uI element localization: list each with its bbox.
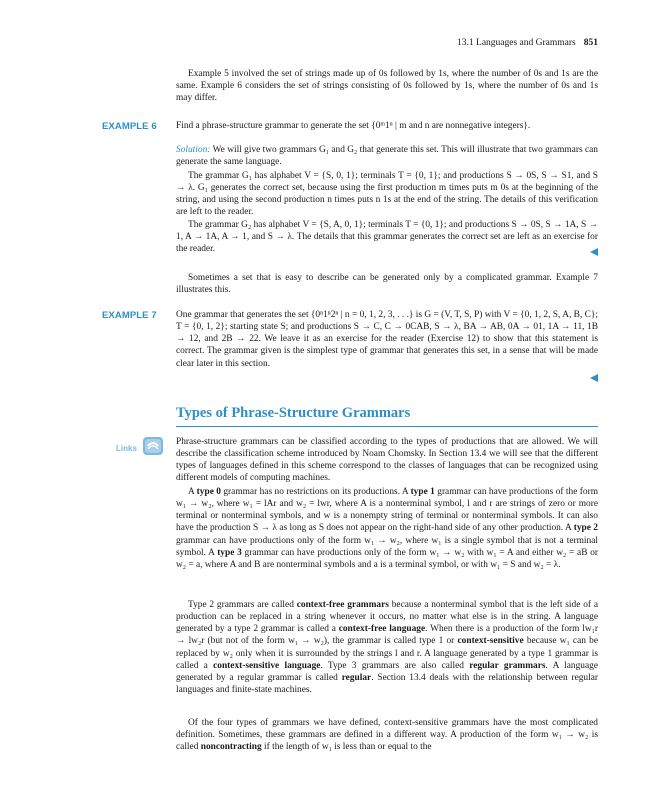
links-label: Links: [116, 444, 137, 453]
section-paragraph-2: [176, 486, 598, 571]
example-7-label: EXAMPLE 7: [102, 310, 157, 321]
text-run: . When there is a production of the form lw₁r → lw₂r (but not of the form w₁ → w₂), the grammar is called type 1 or: [176, 624, 598, 647]
text-run: if the length of w₁ is less than or equal to the: [261, 742, 432, 753]
solution-text: We will give two grammars G₁ and G₂ that generate this set. This will illustrate that two grammars can generate the same language.: [176, 145, 598, 168]
term-context-sensitive: context-sensitive: [457, 636, 524, 647]
section-title: Types of Phrase-Structure Grammars: [176, 405, 411, 421]
example-7-text: One grammar that generates the set {0ⁿ1ⁿ2ⁿ | n = 0, 1, 2, 3, . . .} is G = (V, T, S, P) with V = {0, 1, 2, S, A, B, C}; T = {0, 1, 2}; starting state S; and productions S → C, C → 0CAB, S → λ, BA → AB, 0A → 01, 1A → 11, 1B → 12, and 2B → 22. We leave it as an exercise for the reader (Exercise 12) to show that this statement is correct. The grammar given is the simplest type of grammar that generates this set, in a sense that will be made clear later in this section.: [176, 310, 598, 369]
text-run: . A language generated by a regular grammar is called: [176, 660, 598, 683]
bridge-paragraph: Sometimes a set that is easy to describe can be generated only by a complicated grammar. Example 7 illustrates this.: [176, 273, 598, 296]
term-type-3: type 3: [217, 547, 242, 558]
solution-label: Solution:: [176, 145, 211, 155]
term-type-0: type 0: [196, 487, 221, 497]
end-of-example-marker: [590, 248, 598, 256]
page-number: 851: [583, 38, 598, 48]
term-noncontracting: noncontracting: [200, 742, 262, 753]
text-run: Of the four types of grammars we have defined, context-sensitive grammars have the most complicated definition. Sometimes, these grammars are defined in a different way. A production of the form w₁ → w₂ is called: [176, 718, 598, 753]
section-paragraph-1: Phrase-structure grammars can be classified according to the types of productions that are allowed. We will describe the classification scheme introduced by Noam Chomsky. In Section 13.4 we will see that the different types of languages defined in this scheme correspond to the classes of languages that can be recognized using different models of computing machines.: [176, 437, 598, 484]
end-of-example-marker: [590, 374, 598, 382]
section-paragraph-3: [176, 599, 598, 696]
running-title: 13.1 Languages and Grammars: [457, 38, 576, 48]
term-context-free-language: context-free language: [338, 624, 426, 635]
example-6-grammar-g1: The grammar G₁ has alphabet V = {S, 0, 1}; terminals T = {0, 1}; and productions S → 0S, S → S1, and S → λ. G₁ generates the correct set, because using the first production m times puts m 0s at the beginning of the string, and using the second production n times puts n 1s at the end of the string. The details of this verification are left to the reader.: [176, 171, 598, 218]
term-type-1: type 1: [410, 487, 435, 497]
intro-paragraph: Example 5 involved the set of strings made up of 0s followed by 1s, where the number of 0s and 1s are the same. Example 6 considers the set of strings consisting of 0s followed by 1s, where the number of 0s and 1s may differ.: [176, 69, 598, 104]
text-run: grammar can have productions of the form w₁ → w₂, where w₁ = lAr and w₂ = lwr, where A is a nonterminal symbol, l and r are strings of zero or more terminal or nonterminal symbols, and w is a nonempty string of terminal or nonterminal symbols. It can also have the production S → λ as long as S does not appear on the right-hand side of any other production. A: [176, 487, 598, 534]
text-run: Type 2 grammars are called: [188, 600, 297, 610]
text-run: because w₁ can be replaced by w₂ only when it is surrounded by the strings l and r. A language generated by a type 1 grammar is called a: [176, 636, 598, 671]
text-run: . Section 13.4 deals with the relationship between regular languages and finite-state machines.: [176, 672, 598, 696]
text-run: grammar has no restrictions on its productions. A: [220, 487, 411, 497]
term-type-2: type 2: [573, 523, 598, 534]
term-context-sensitive-language: context-sensitive language: [213, 660, 321, 671]
text-run: . Type 3 grammars are also called: [320, 660, 470, 671]
example-6-grammar-g2: The grammar G₂ has alphabet V = {S, A, 0, 1}; terminals T = {0, 1}; and productions S → 0S, S → 1A, S → 1, A → 1A, A → 1, and S → λ. The details that this grammar generates the correct set are left as an exercise for the reader.: [176, 220, 598, 255]
section-heading: [176, 405, 598, 427]
term-regular: regular: [341, 672, 372, 683]
text-run: because a nonterminal symbol that is the left side of a production can be replaced in a string whenever it occurs, no matter what else is in the string. A language generated by a type 2 grammar is called a: [176, 600, 598, 635]
text-run: grammar can have productions only of the form w₁ → w₂, where w₁ is a single symbol that is not a terminal symbol. A: [176, 535, 598, 558]
running-header: [420, 38, 598, 48]
example-6-label: EXAMPLE 6: [102, 121, 157, 132]
example-6-solution: [176, 144, 598, 168]
term-regular-grammars: regular grammars: [469, 660, 546, 671]
text-run: A: [188, 487, 197, 497]
links-badge[interactable]: [116, 436, 166, 458]
text-run: grammar can have productions only of the form w₁ → w₂ with w₁ = A and either w₂ = aB or w₂ = a, where A and B are nonterminal symbols and a is a terminal symbol, or with w₁ = S and w₂ = λ.: [176, 547, 599, 570]
example-6-statement: Find a phrase-structure grammar to generate the set {0ᵐ1ⁿ | m and n are nonnegative integers}.: [176, 121, 531, 131]
section-rule: [176, 426, 598, 427]
links-icon: [142, 436, 164, 461]
section-paragraph-4: [176, 717, 598, 753]
term-context-free-grammars: context-free grammars: [296, 600, 389, 610]
